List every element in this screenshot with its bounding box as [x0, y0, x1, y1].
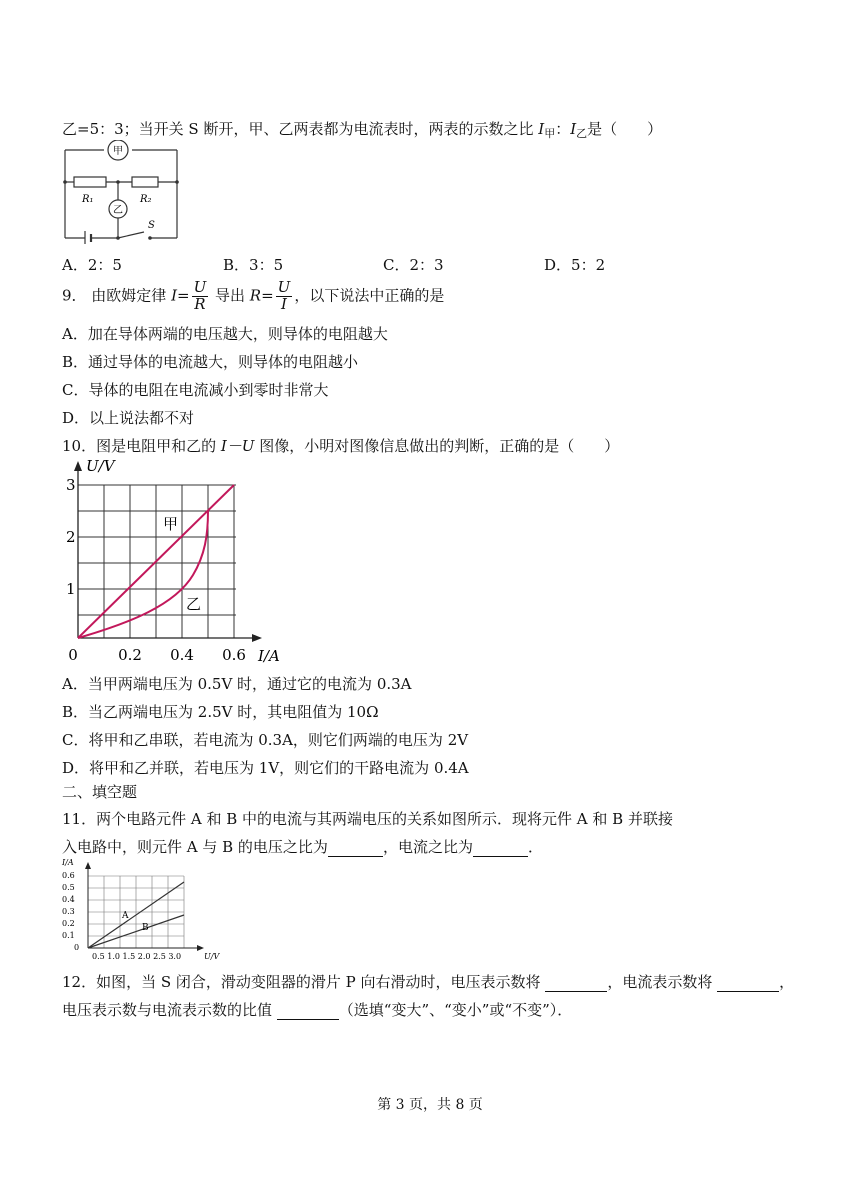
q11-blank-voltage-ratio[interactable]	[328, 838, 383, 857]
q12-stem-line1: 12．如图，当 S 闭合，滑动变阻器的滑片 P 向右滑动时，电压表示数将 ，电流表示数将 ，	[62, 973, 795, 991]
q10-stem: 10．图是电阻甲和乙的 I－U 图像，小明对图像信息做出的判断，正确的是（ ）	[62, 437, 620, 455]
y-tick: 0	[74, 943, 80, 952]
q8-option-a[interactable]: A．2：5	[62, 256, 122, 274]
r2-label: R₂	[140, 194, 152, 205]
q9-option-a[interactable]: A．加在导体两端的电压越大，则导体的电阻越大	[62, 325, 388, 343]
q10-iu-graph	[60, 455, 290, 670]
x-tick: 0.2	[118, 646, 142, 664]
x-tick-labels: 0.5 1.0 1.5 2.0 2.5 3.0	[92, 952, 182, 961]
q10-option-d[interactable]: D．将甲和乙并联，若电压为 1V，则它们的干路电流为 0.4A	[62, 759, 469, 777]
curve-yi-label: 乙	[186, 595, 202, 613]
y-tick: 0.6	[62, 871, 75, 880]
q10-option-c[interactable]: C．将甲和乙串联，若电流为 0.3A，则它们两端的电压为 2V	[62, 731, 469, 749]
q9-option-d[interactable]: D．以上说法都不对	[62, 409, 195, 427]
q10-option-b[interactable]: B．当乙两端电压为 2.5V 时，其电阻值为 10Ω	[62, 703, 379, 721]
q10-option-a[interactable]: A．当甲两端电压为 0.5V 时，通过它的电流为 0.3A	[62, 675, 412, 693]
meter-yi-label: 乙	[113, 205, 123, 216]
x-axis-label: U/V	[204, 952, 220, 961]
page-footer: 第 3 页，共 8 页	[377, 1097, 483, 1113]
q11-stem-line1: 11．两个电路元件 A 和 B 中的电流与其两端电压的关系如图所示．现将元件 A 和 B 并联接	[62, 810, 673, 828]
section-heading: 二、填空题	[62, 783, 138, 801]
q9-option-b[interactable]: B．通过导体的电流越大，则导体的电阻越小	[62, 353, 359, 371]
y-tick: 0.2	[62, 919, 75, 928]
y-axis-label: I/A	[62, 858, 74, 867]
q9-option-c[interactable]: C．导体的电阻在电流减小到零时非常大	[62, 381, 329, 399]
q12-blank-ammeter[interactable]	[717, 973, 779, 992]
curve-jia-label: 甲	[163, 515, 179, 533]
x-tick: 0.6	[222, 646, 246, 664]
q8-option-c[interactable]: C．2：3	[383, 256, 444, 274]
y-tick: 1	[66, 580, 76, 598]
y-tick: 0.3	[62, 907, 75, 916]
line-a-label: A	[122, 911, 129, 921]
q12-blank-voltmeter[interactable]	[545, 973, 607, 992]
meter-jia-label: 甲	[113, 146, 123, 157]
formula-u-over-i: $\frac{U}{I}$	[277, 278, 291, 313]
q11-iu-graph	[60, 856, 230, 964]
y-tick: 0.5	[62, 883, 75, 892]
y-tick: 3	[66, 476, 76, 494]
q8-option-b[interactable]: B．3：5	[223, 256, 284, 274]
y-tick: 0.4	[62, 895, 75, 904]
y-tick: 0.1	[62, 931, 75, 940]
q8-circuit-diagram	[60, 140, 184, 244]
q11-blank-current-ratio[interactable]	[473, 838, 528, 857]
q8-option-d[interactable]: D．5：2	[544, 256, 606, 274]
y-tick: 2	[66, 528, 76, 546]
line-b-label: B	[142, 923, 149, 933]
x-axis-label: I/A	[258, 647, 280, 665]
x-tick: 0.4	[170, 646, 194, 664]
q12-blank-ratio[interactable]	[277, 1001, 339, 1020]
q12-stem-line2: 电压表示数与电流表示数的比值 （选填“变大”、“变小”或“不变”）．	[62, 1001, 573, 1019]
r1-label: R₁	[82, 194, 94, 205]
switch-label: S	[148, 220, 155, 231]
origin-label: 0	[68, 646, 78, 664]
q8-stem: 乙=5：3；当开关 S 断开，甲、乙两表都为电流表时，两表的示数之比 $I_甲$：$I_乙$是（ ）	[62, 120, 663, 140]
q9-stem: 9． 由欧姆定律 I= $\frac{U}{R}$ 导出 R= $\frac{U}{I}$ ，以下说法中正确的是	[62, 278, 445, 313]
formula-u-over-r: $\frac{U}{R}$	[193, 278, 207, 313]
q11-stem-line2: 入电路中，则元件 A 与 B 的电压之比为 ，电流之比为 ．	[62, 838, 543, 856]
y-axis-label: U/V	[86, 457, 115, 475]
